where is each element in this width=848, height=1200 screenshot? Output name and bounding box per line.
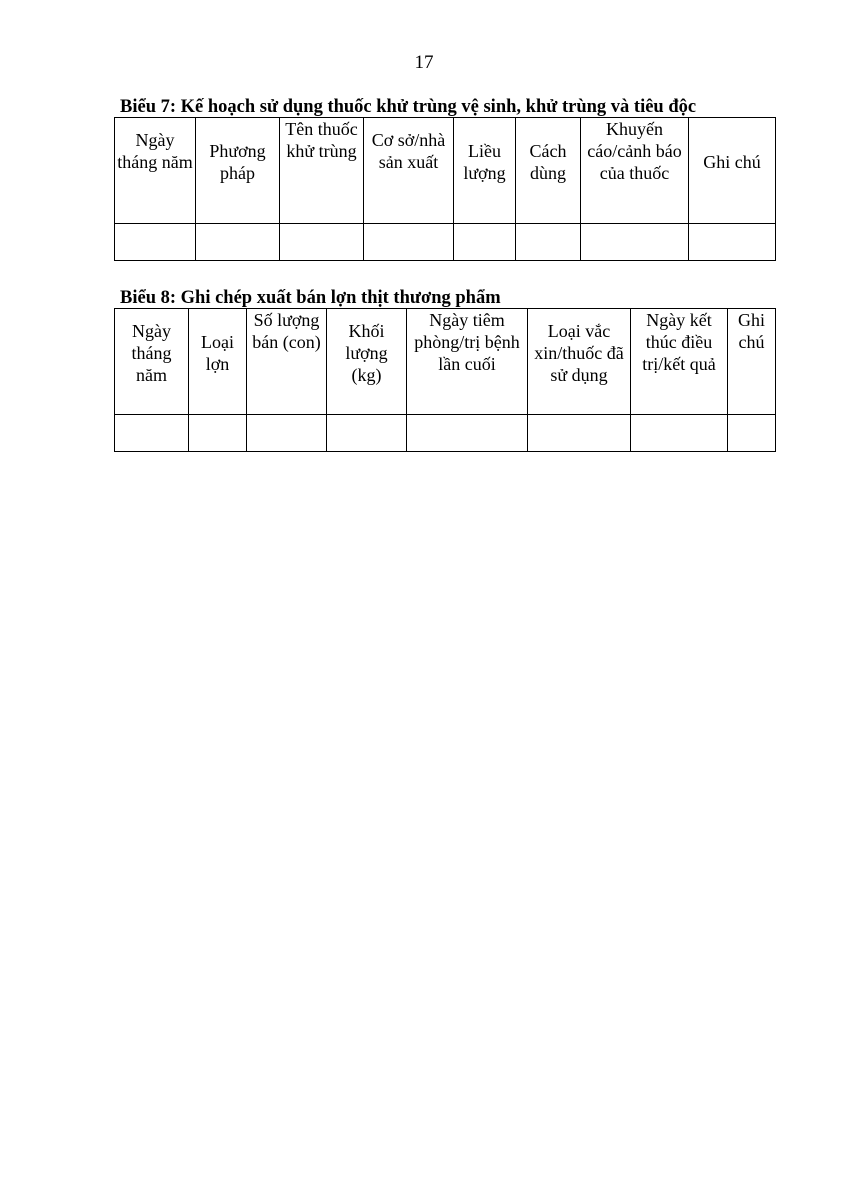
table8-cell-vaccine-used[interactable] bbox=[528, 415, 631, 452]
table7-header-method: Phương pháp bbox=[196, 118, 280, 224]
table7-cell-date[interactable] bbox=[115, 224, 196, 261]
table7-cell-manufacturer[interactable] bbox=[364, 224, 454, 261]
table8-cell-notes[interactable] bbox=[728, 415, 776, 452]
table8-title: Biểu 8: Ghi chép xuất bán lợn thịt thương phẩm bbox=[120, 288, 501, 308]
table8-cell-treatment-end[interactable] bbox=[631, 415, 728, 452]
page-number: 17 bbox=[414, 52, 434, 73]
table8-header-vaccine-used: Loại vắc xin/thuốc đã sử dụng bbox=[528, 309, 631, 415]
table8-header-last-vaccination: Ngày tiêm phòng/trị bệnh lần cuối bbox=[407, 309, 528, 415]
table7-title: Biểu 7: Kế hoạch sử dụng thuốc khử trùng vệ sinh, khử trùng và tiêu độc bbox=[120, 97, 697, 117]
table8-cell-quantity[interactable] bbox=[247, 415, 327, 452]
table8-header-date: Ngày tháng năm bbox=[115, 309, 189, 415]
table7-data-row bbox=[115, 224, 776, 261]
table8-header-notes: Ghi chú bbox=[728, 309, 776, 415]
table7-cell-usage[interactable] bbox=[516, 224, 581, 261]
table8-data-row bbox=[115, 415, 776, 452]
table7-header-notes: Ghi chú bbox=[689, 118, 776, 224]
table8-cell-pig-type[interactable] bbox=[189, 415, 247, 452]
table7-header-row bbox=[115, 118, 776, 224]
table7-cell-notes[interactable] bbox=[689, 224, 776, 261]
table8-header-row bbox=[115, 309, 776, 415]
table8-header-weight: Khối lượng (kg) bbox=[327, 309, 407, 415]
table7-header-dosage: Liều lượng bbox=[454, 118, 516, 224]
table8-cell-last-vaccination[interactable] bbox=[407, 415, 528, 452]
table8-header-quantity: Số lượng bán (con) bbox=[247, 309, 327, 415]
table7-header-usage: Cách dùng bbox=[516, 118, 581, 224]
table8-cell-weight[interactable] bbox=[327, 415, 407, 452]
table8-header-treatment-end: Ngày kết thúc điều trị/kết quả bbox=[631, 309, 728, 415]
table8-cell-date[interactable] bbox=[115, 415, 189, 452]
table7-cell-disinfectant-name[interactable] bbox=[280, 224, 364, 261]
table7-header-date: Ngày tháng năm bbox=[115, 118, 196, 224]
table7-cell-method[interactable] bbox=[196, 224, 280, 261]
table7-header-warning: Khuyến cáo/cảnh báo của thuốc bbox=[581, 118, 689, 224]
table8-header-pig-type: Loại lợn bbox=[189, 309, 247, 415]
table7-header-disinfectant-name: Tên thuốc khử trùng bbox=[280, 118, 364, 224]
table8-pig-sales-record bbox=[114, 308, 776, 452]
table7-header-manufacturer: Cơ sở/nhà sản xuất bbox=[364, 118, 454, 224]
table7-cell-dosage[interactable] bbox=[454, 224, 516, 261]
table7-disinfectant-plan bbox=[114, 117, 776, 261]
table7-cell-warning[interactable] bbox=[581, 224, 689, 261]
